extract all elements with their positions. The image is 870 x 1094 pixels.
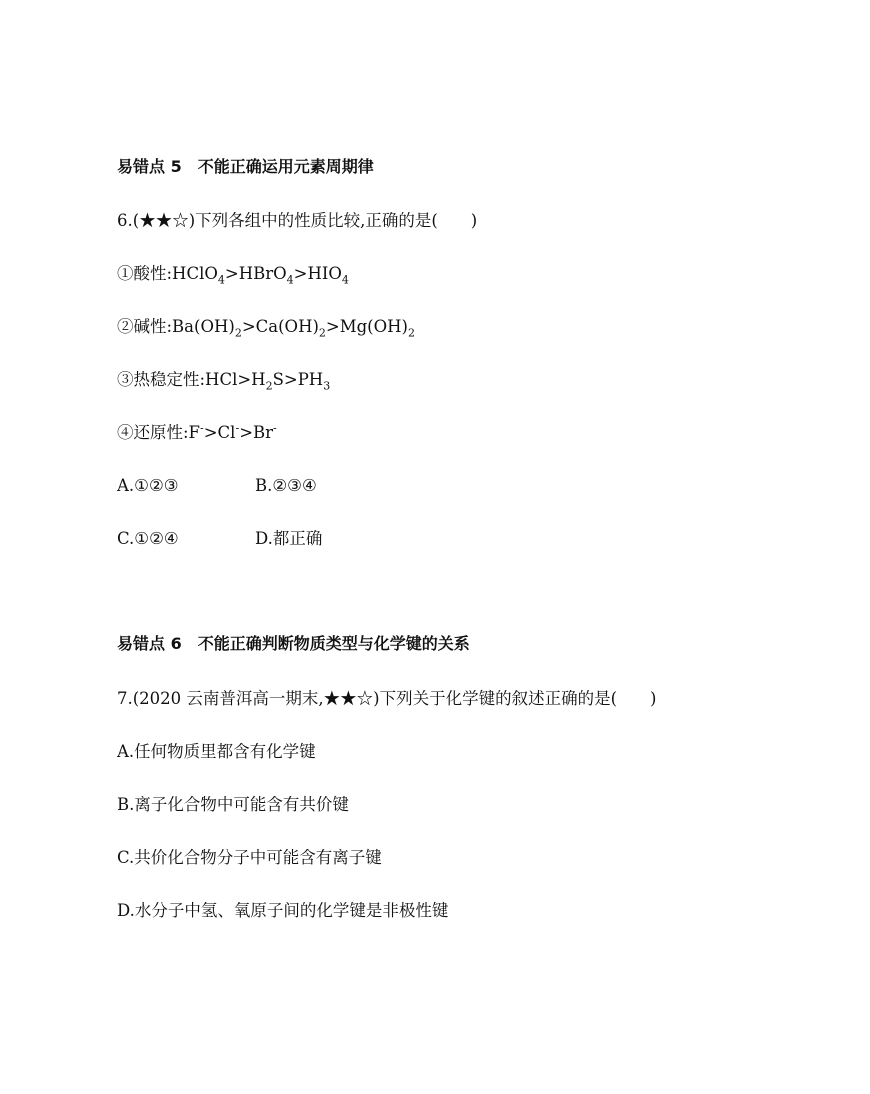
item-4-sup: - — [235, 421, 240, 435]
question-7-option-b[interactable]: B.离子化合物中可能含有共价键 — [117, 795, 349, 814]
item-2-sub: 2 — [318, 326, 326, 340]
item-4-sup: - — [273, 421, 277, 435]
item-2-sub: 2 — [234, 326, 242, 340]
option-d[interactable]: D.都正确 — [255, 529, 323, 548]
question-7-option-a[interactable]: A.任何物质里都含有化学键 — [117, 742, 316, 761]
question-7-stem — [117, 688, 656, 710]
section-6-heading: 易错点 6 不能正确判断物质类型与化学键的关系 — [117, 634, 470, 653]
item-4-mid: >Br — [239, 423, 274, 442]
question-7-option-d[interactable]: D.水分子中氢、氧原子间的化学键是非极性键 — [117, 901, 449, 920]
question-6-item-2 — [117, 316, 415, 338]
item-1-mid: >HIO — [293, 264, 342, 283]
section-5-heading: 易错点 5 不能正确运用元素周期律 — [117, 157, 374, 176]
question-6-item-3 — [117, 369, 330, 391]
question-6-item-1 — [117, 263, 349, 285]
question-6-options-row-2 — [117, 528, 322, 550]
item-2-label: ②碱性:Ba(OH) — [117, 317, 235, 336]
question-6-prefix: 6.( — [117, 211, 140, 230]
question-7-prefix: 7.(2020 云南普洱高一期末, — [117, 689, 324, 708]
item-4-sup: - — [200, 421, 204, 435]
item-3-mid: S>PH — [272, 370, 324, 389]
item-1-sub: 4 — [217, 273, 225, 287]
item-1-label: ①酸性:HClO — [117, 264, 218, 283]
item-2-mid: >Ca(OH) — [241, 317, 319, 336]
option-c[interactable]: C.①②④ — [117, 529, 179, 548]
question-6-stem — [117, 210, 477, 232]
item-2-mid: >Mg(OH) — [325, 317, 408, 336]
question-6-options-row-1 — [117, 475, 317, 497]
question-6-text: )下列各组中的性质比较,正确的是( ) — [188, 211, 478, 230]
item-4-mid: >Cl — [203, 423, 236, 442]
question-7-text: )下列关于化学键的叙述正确的是( ) — [373, 689, 657, 708]
item-3-label: ③热稳定性:HCl>H — [117, 370, 266, 389]
question-6-item-4 — [117, 422, 277, 444]
question-7-option-c[interactable]: C.共价化合物分子中可能含有离子键 — [117, 848, 382, 867]
difficulty-stars-icon: ★★☆ — [323, 689, 374, 708]
item-1-sub: 4 — [286, 273, 294, 287]
item-3-sub: 2 — [265, 379, 273, 393]
item-3-sub: 3 — [323, 379, 331, 393]
item-2-sub: 2 — [407, 326, 415, 340]
item-4-label: ④还原性:F — [117, 423, 201, 442]
item-1-mid: >HBrO — [224, 264, 287, 283]
option-b[interactable]: B.②③④ — [255, 476, 317, 495]
item-1-sub: 4 — [341, 273, 349, 287]
option-a[interactable]: A.①②③ — [117, 476, 179, 495]
difficulty-stars-icon: ★★☆ — [139, 211, 189, 230]
